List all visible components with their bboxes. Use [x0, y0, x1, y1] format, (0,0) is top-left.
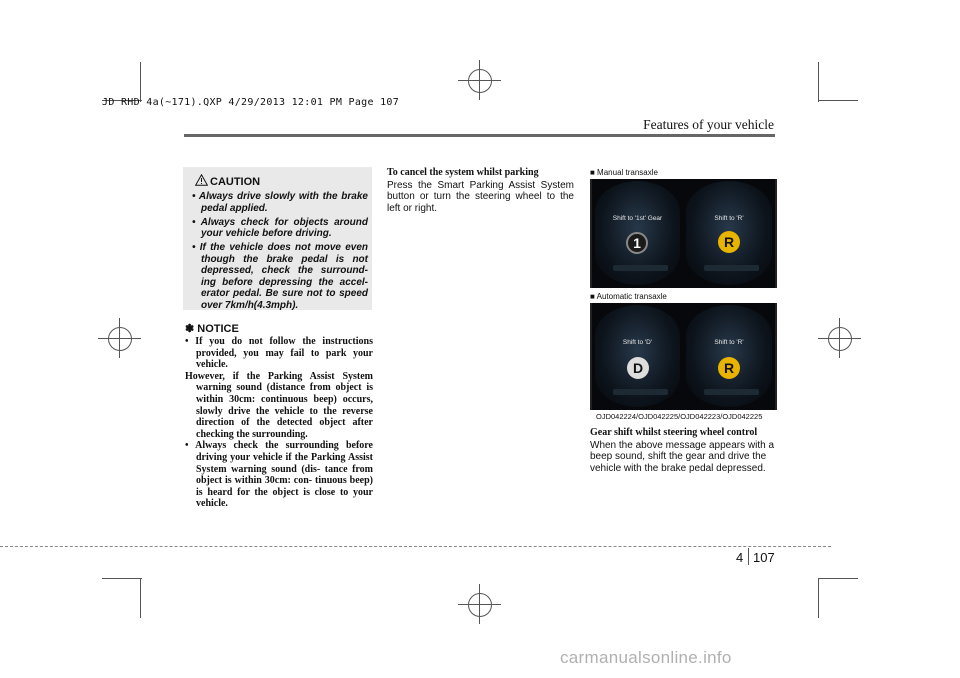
screen-odometer: [704, 265, 759, 271]
crop-mark: [140, 578, 141, 618]
section-heading: To cancel the system whilst parking: [387, 167, 539, 178]
caution-title: CAUTION: [210, 176, 261, 188]
running-head: Features of your vehicle: [643, 117, 774, 132]
watermark: carmanualsonline.info: [560, 648, 732, 667]
section-heading: Gear shift whilst steering wheel control: [590, 427, 758, 438]
crop-mark: [818, 62, 819, 102]
cluster-image-automatic: [590, 303, 777, 410]
screen-odometer: [704, 389, 759, 395]
chapter-number: 4: [736, 550, 744, 565]
cluster-screen: [686, 181, 772, 285]
gear-indicator: R: [718, 231, 740, 253]
crop-mark: [458, 604, 501, 605]
registration-mark-icon: [828, 327, 852, 351]
caution-item: • Always check for objects around your vehicle before driving.: [192, 216, 368, 239]
caution-item: • If the vehicle does not move even though the brake pedal is not depressed, check the surround- ing before depressing the accel- erator pedal. Be sure not to speed over 7km/h(4.3mph).: [192, 242, 369, 311]
figure-code: OJD042224/OJD042225/OJD042223/OJD042225: [596, 412, 763, 421]
screen-message: Shift to 'R': [714, 215, 744, 222]
page-number: 107: [753, 550, 775, 565]
crop-mark: [98, 338, 141, 339]
notice-item: • Always check the surrounding before driving your vehicle if the Parking Assist System warning sound (dis- tance from object is within 30cm: con- tinuous beep) is heard for the object is close to your vehicle.: [185, 440, 373, 510]
registration-mark-icon: [108, 327, 132, 351]
crop-mark: [102, 578, 142, 579]
screen-odometer: [613, 265, 668, 271]
print-slug: JD RHD 4a(~171).QXP 4/29/2013 12:01 PM Page 107: [102, 97, 400, 108]
body-paragraph: Press the Smart Parking Assist System button or turn the steering wheel to the left or right.: [387, 180, 574, 214]
header-rule: [184, 134, 775, 137]
gear-indicator: 1: [626, 232, 648, 254]
notice-item: • If you do not follow the instructions provided, you may fail to park your vehicle. However, if the Parking Assist System warning sound (distance from object is within 30cm: continuous beep) occurs, slowly drive the vehicle to the reverse direction of the detected object after checking the surrounding.: [185, 336, 373, 440]
cluster-screen: [595, 181, 680, 285]
warning-triangle-icon: [195, 174, 208, 186]
crop-mark: [140, 62, 141, 102]
registration-mark-icon: [468, 593, 492, 617]
gear-indicator: D: [627, 357, 649, 379]
cluster-screen: [686, 305, 772, 407]
registration-mark-icon: [468, 69, 492, 93]
crop-mark: [818, 578, 858, 579]
screen-odometer: [613, 389, 668, 395]
figure-label-manual: ■ Manual transaxle: [590, 168, 658, 177]
notice-list: [185, 336, 373, 510]
screen-message: Shift to 'R': [714, 339, 744, 346]
notice-title: ✽ NOTICE: [185, 323, 239, 335]
caution-list: [185, 191, 368, 314]
gear-indicator: R: [718, 357, 740, 379]
footer-separator: [748, 548, 749, 565]
body-paragraph: When the above message appears with a beep sound, shift the gear and drive the vehicle with the brake pedal depressed.: [590, 440, 774, 474]
figure-label-automatic: ■ Automatic transaxle: [590, 292, 667, 301]
crop-mark: [818, 100, 858, 101]
screen-message: Shift to '1st' Gear: [612, 215, 663, 222]
cluster-screen: [595, 305, 680, 407]
caution-item: • Always drive slowly with the brake pedal applied.: [192, 191, 368, 214]
cluster-image-manual: [590, 179, 777, 288]
screen-message: Shift to 'D': [622, 339, 653, 346]
footer-rule: [0, 546, 831, 547]
crop-mark: [818, 578, 819, 618]
crop-mark: [458, 80, 501, 81]
crop-mark: [818, 338, 861, 339]
